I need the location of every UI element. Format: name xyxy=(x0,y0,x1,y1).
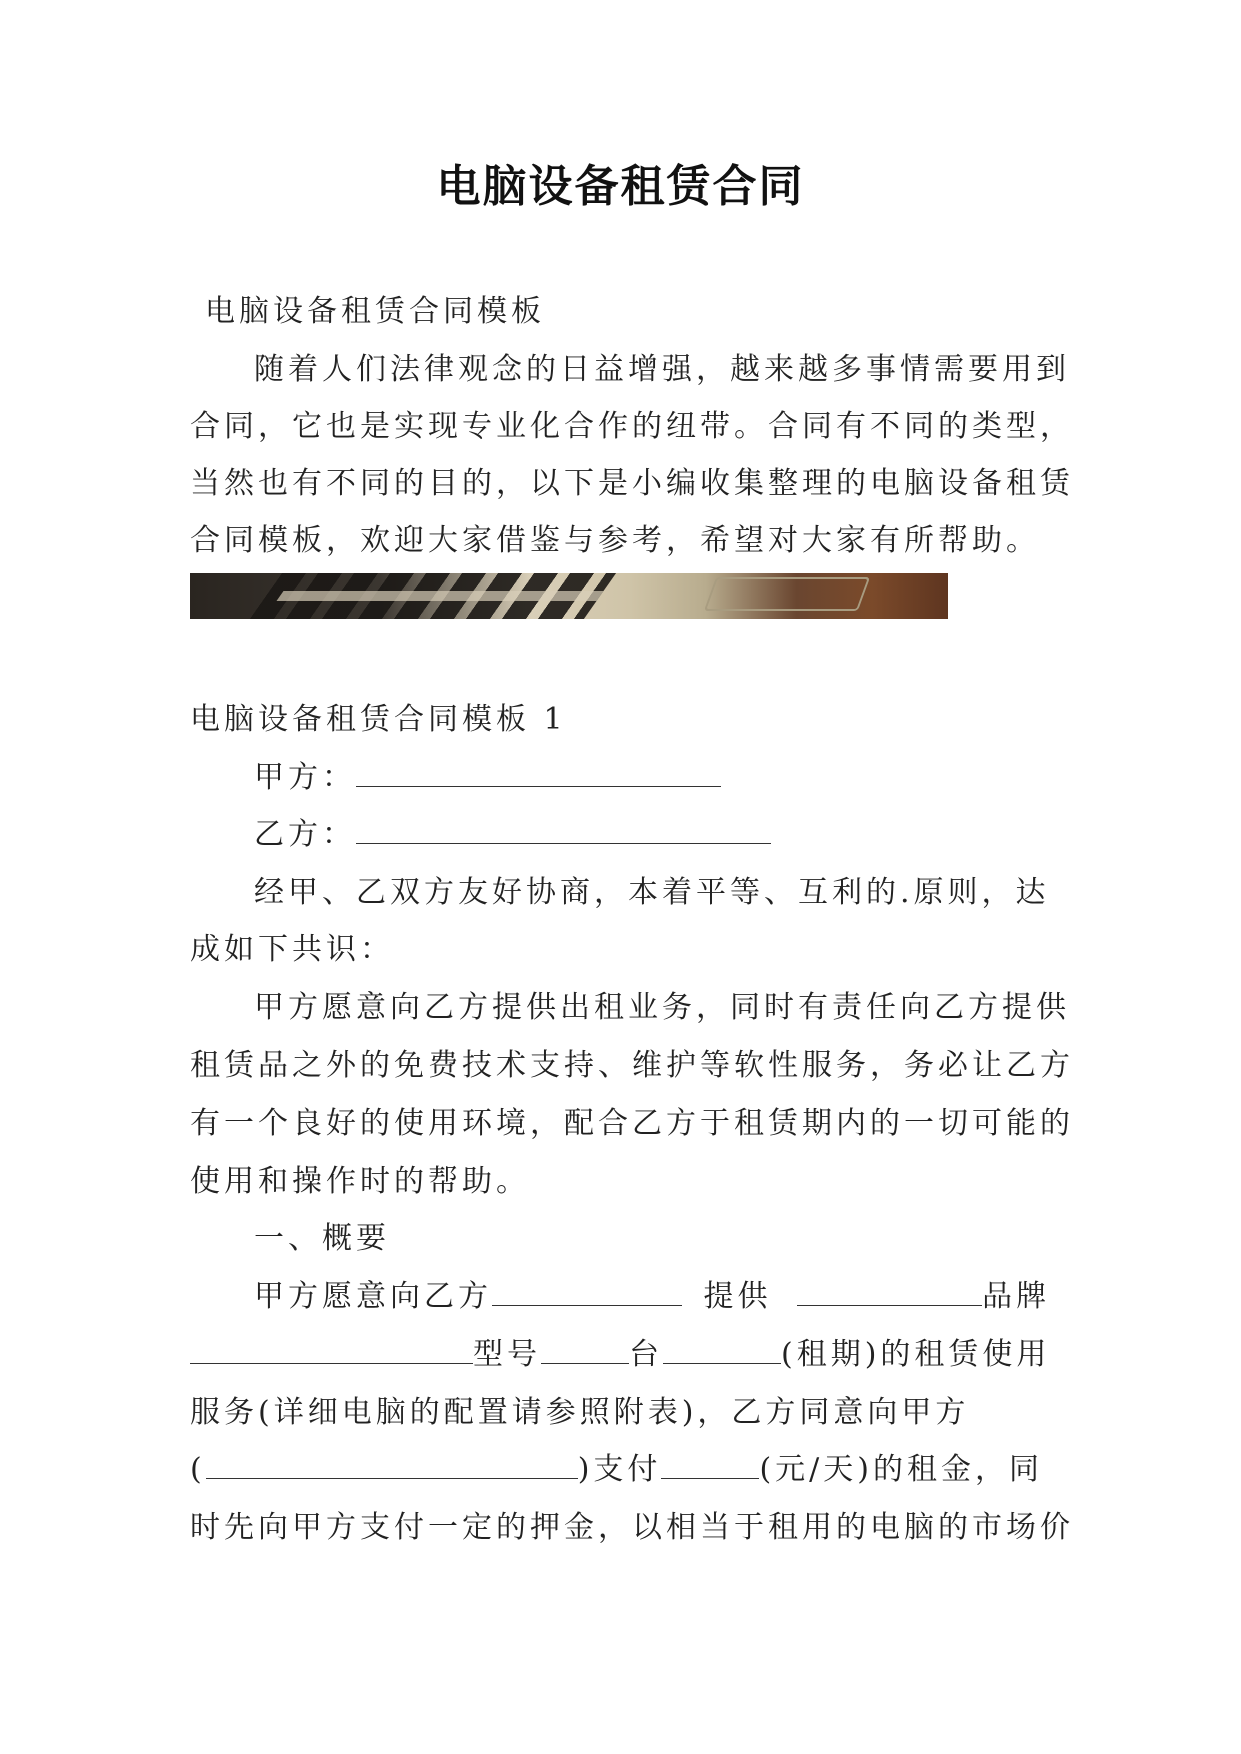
party-a-label: 甲方： xyxy=(254,760,356,795)
overview-line-5: 时先向甲方支付一定的押金，以相当于租用的电脑的市场价 xyxy=(190,1510,1074,1545)
overview-l1-text-c: 品牌 xyxy=(982,1279,1051,1314)
overview-l2-text-c: (租期)的租赁使用 xyxy=(781,1337,1051,1372)
quantity-blank[interactable] xyxy=(541,1335,629,1364)
subtitle: 电脑设备租赁合同模板 xyxy=(205,294,545,329)
overview-line-4 xyxy=(190,1450,1043,1490)
overview-l2-text-b: 台 xyxy=(629,1337,663,1372)
page-title: 电脑设备租赁合同 xyxy=(436,161,805,212)
overview-l4-text-a: ( xyxy=(190,1452,206,1487)
payee-blank[interactable] xyxy=(206,1450,578,1479)
service-line-4: 使用和操作时的帮助。 xyxy=(190,1164,530,1199)
overview-line-1 xyxy=(254,1277,1050,1317)
rent-amount-blank[interactable] xyxy=(661,1450,759,1479)
consensus-line-2: 成如下共识： xyxy=(190,932,394,967)
laptop-banner-image xyxy=(190,573,948,619)
service-line-1: 甲方愿意向乙方提供出租业务，同时有责任向乙方提供 xyxy=(254,990,1070,1025)
service-line-3: 有一个良好的使用环境，配合乙方于租赁期内的一切可能的 xyxy=(190,1106,1074,1141)
party-a-blank[interactable] xyxy=(356,758,721,787)
overview-line-2 xyxy=(190,1335,1050,1375)
recipient-blank[interactable] xyxy=(492,1277,682,1306)
overview-heading: 一、概要 xyxy=(254,1221,390,1256)
lease-term-blank[interactable] xyxy=(663,1335,781,1364)
party-a-line xyxy=(254,758,721,798)
party-b-blank[interactable] xyxy=(356,815,771,844)
overview-l2-text-a: 型号 xyxy=(473,1337,541,1372)
intro-line-4: 合同模板，欢迎大家借鉴与参考，希望对大家有所帮助。 xyxy=(190,523,1040,558)
overview-line-3: 服务(详细电脑的配置请参照附表)，乙方同意向甲方 xyxy=(190,1395,970,1430)
overview-l1-text-b: 提供 xyxy=(703,1279,772,1314)
section-title: 电脑设备租赁合同模板 1 xyxy=(190,702,567,737)
touchpad-graphic xyxy=(704,577,870,611)
intro-line-2: 合同，它也是实现专业化合作的纽带。合同有不同的类型， xyxy=(190,409,1074,444)
intro-line-1: 随着人们法律观念的日益增强，越来越多事情需要用到 xyxy=(254,352,1070,387)
model-blank[interactable] xyxy=(190,1335,473,1364)
party-b-line xyxy=(254,815,771,855)
consensus-line-1: 经甲、乙双方友好协商，本着平等、互利的.原则，达 xyxy=(254,875,1050,910)
party-b-label: 乙方： xyxy=(254,817,356,852)
brand-blank[interactable] xyxy=(797,1277,982,1306)
overview-l1-text-a: 甲方愿意向乙方 xyxy=(254,1279,492,1314)
intro-line-3: 当然也有不同的目的，以下是小编收集整理的电脑设备租赁 xyxy=(190,466,1074,501)
overview-l4-text-c: (元/天)的租金，同 xyxy=(759,1452,1043,1487)
overview-l4-text-b: )支付 xyxy=(577,1452,662,1487)
service-line-2: 租赁品之外的免费技术支持、维护等软性服务，务必让乙方 xyxy=(190,1048,1074,1083)
keyboard-row-graphic xyxy=(276,591,603,601)
